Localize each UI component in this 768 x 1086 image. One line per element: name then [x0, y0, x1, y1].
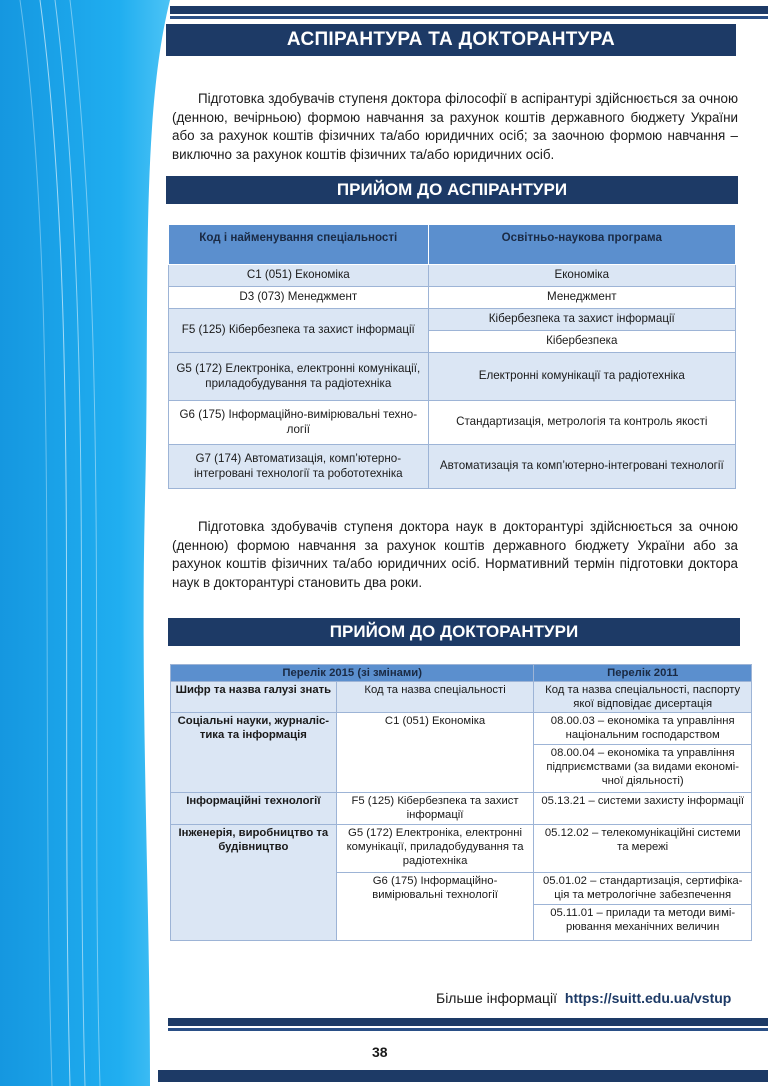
- specialty-cell: F5 (125) Кібербезпека та захист інформації: [169, 309, 429, 353]
- field-cell: Інформаційні технології: [171, 793, 337, 825]
- program-cell: Стандартизація, метрологія та контроль якості: [428, 401, 735, 445]
- aspirantura-heading: ПРИЙОМ ДО АСПІРАНТУРИ: [166, 176, 738, 204]
- program-cell: Менеджмент: [428, 287, 735, 309]
- doktorantura-table: [170, 664, 752, 941]
- table-row: [169, 445, 736, 489]
- dissertation-cell: 05.01.02 – стандартизація, сертифіка-ція та метрологічне забезпечення: [534, 873, 752, 905]
- more-info-link[interactable]: https://suitt.edu.ua/vstup: [564, 990, 732, 1006]
- program-cell: Економіка: [428, 265, 735, 287]
- table-header: Код і найменування спеціальності: [169, 225, 429, 265]
- specialty-cell: C1 (051) Економіка: [169, 265, 429, 287]
- page-title: АСПІРАНТУРА ТА ДОКТОРАНТУРА: [166, 24, 736, 56]
- doctorate-paragraph: Підготовка здобувачів ступеня доктора наук в докторантурі здійснюється за очною (денною) формою навчання за рахунок коштів державного бюджету України або за рахунок коштів фізичних та/або юридичних осіб. Нормативний термін підготовки доктора наук в докторантурі становить два роки.: [172, 519, 738, 590]
- table-header: Освітньо-наукова програма: [428, 225, 735, 265]
- dissertation-cell: 05.13.21 – системи захисту інформації: [534, 793, 752, 825]
- table-row: [171, 713, 752, 745]
- aspirantura-table: [168, 224, 736, 489]
- dissertation-cell: 05.11.01 – прилади та методи вимі-рювання механічних величин: [534, 905, 752, 941]
- top-stripe-thin: [170, 16, 768, 19]
- table-row: [169, 265, 736, 287]
- group-header: Перелік 2015 (зі змінами): [171, 665, 534, 682]
- specialty-cell: C1 (051) Економіка: [336, 713, 534, 793]
- specialty-cell: G6 (175) Інформаційно-вимірювальні технології: [336, 873, 534, 941]
- bottom-stripe-thin: [168, 1028, 768, 1031]
- dissertation-cell: 05.12.02 – телекомунікаційні системи та мережі: [534, 825, 752, 873]
- table-row: [169, 401, 736, 445]
- more-info-label: Більше інформації: [436, 990, 558, 1006]
- table-row: [171, 793, 752, 825]
- specialty-cell: G5 (172) Електроніка, електронні комунікації, приладобудування та радіотехніка: [336, 825, 534, 873]
- doktorantura-heading: ПРИЙОМ ДО ДОКТОРАНТУРИ: [168, 618, 740, 646]
- intro-paragraph: Підготовка здобувачів ступеня доктора філософії в аспірантурі здійснюється за очною (денною, вечірньою) формою навчання за рахунок коштів державного бюджету України або за рахунок коштів фізичних та/або юридичних осіб; за заочною формою навчання – виключно за рахунок коштів фізичних та/або юридичних осіб.: [172, 91, 738, 162]
- dissertation-cell: 08.00.03 – економіка та управління національним господарством: [534, 713, 752, 745]
- specialty-cell: G6 (175) Інформаційно-вимірювальні техно-логії: [169, 401, 429, 445]
- program-cell: Кібербезпека та захист інформації: [428, 309, 735, 331]
- bottom-bar: [158, 1070, 768, 1082]
- table-row: [169, 309, 736, 331]
- specialty-cell: G7 (174) Автоматизація, комп’ютерно-інтегровані технології та робототехніка: [169, 445, 429, 489]
- field-cell: Інженерія, виробництво та будівництво: [171, 825, 337, 941]
- specialty-cell: F5 (125) Кібербезпека та захист інформації: [336, 793, 534, 825]
- group-header: Перелік 2011: [534, 665, 752, 682]
- dissertation-cell: 08.00.04 – економіка та управління підприємствами (за видами економі-чної діяльності): [534, 745, 752, 793]
- left-wave-decoration: [0, 0, 175, 1086]
- more-info: [436, 990, 731, 1006]
- specialty-cell: G5 (172) Електроніка, електронні комунікації, приладобудування та радіотехніка: [169, 353, 429, 401]
- table-header: Код та назва спеціальності: [336, 682, 534, 713]
- page-number: 38: [372, 1044, 388, 1060]
- specialty-cell: D3 (073) Менеджмент: [169, 287, 429, 309]
- table-header: Код та назва спеціальності, паспорту якої відповідає дисертація: [534, 682, 752, 713]
- program-cell: Кібербезпека: [428, 331, 735, 353]
- table-row: [169, 353, 736, 401]
- table-header: Шифр та назва галузі знать: [171, 682, 337, 713]
- bottom-stripe: [168, 1018, 768, 1026]
- program-cell: Електронні комунікації та радіотехніка: [428, 353, 735, 401]
- program-cell: Автоматизація та комп’ютерно-інтегровані технології: [428, 445, 735, 489]
- table-row: [171, 825, 752, 873]
- top-stripe: [170, 6, 768, 14]
- field-cell: Соціальні науки, журналіс-тика та інформація: [171, 713, 337, 793]
- table-row: [169, 287, 736, 309]
